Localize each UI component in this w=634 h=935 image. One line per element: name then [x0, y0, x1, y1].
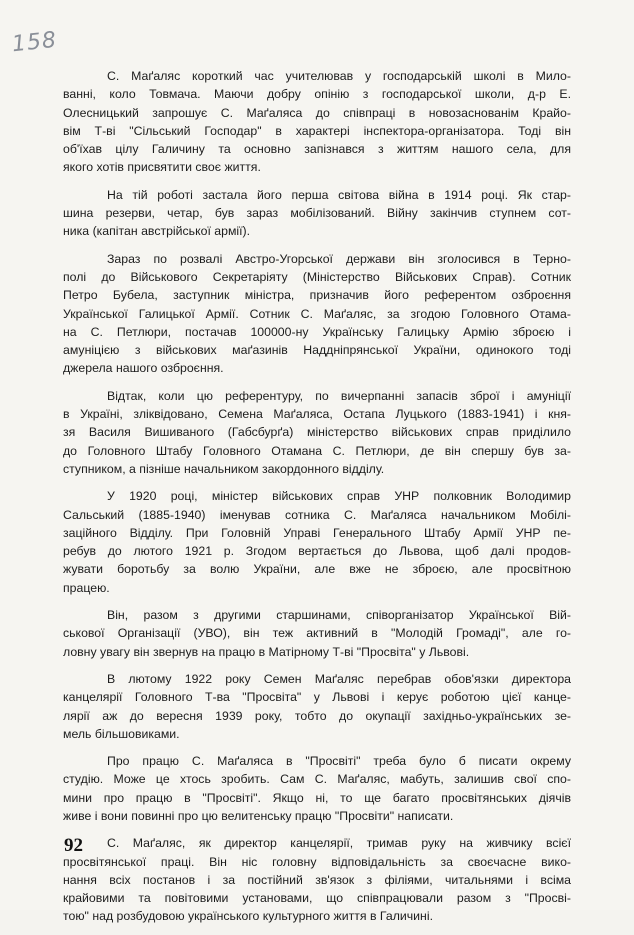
- text-line: ловну увагу він звернув на працю в Матірному Т-ві "Просвіта" у Львові.: [63, 644, 470, 659]
- text-line: вім Т-ві "Сільський Господар" в характері інспектора-організатора. Тоді він: [63, 123, 571, 138]
- text-line: крайовими та повітовими установами, що співпрацювали разом з "Просві-: [63, 891, 571, 906]
- text-line: в Україні, зліквідовано, Семена Маґаляса, Остапа Луцького (1883-1941) і кня-: [63, 407, 571, 422]
- text-line: якого хотів присвятити своє життя.: [63, 160, 261, 175]
- text-line: Олесницький запрошує С. Маґаляса до співпраці в новозаснованім Крайо-: [63, 105, 571, 120]
- paragraph: [63, 487, 571, 597]
- text-line: Про працю С. Маґаляса в "Просвіті" треба було б писати окрему: [107, 754, 571, 769]
- paragraph: [63, 606, 571, 661]
- text-line: Петро Бубела, заступник міністра, призначив його референтом озброєння: [63, 288, 571, 303]
- page-number: 92: [64, 835, 83, 856]
- text-line: зя Василя Вишиваного (Габсбурґа) міністерство військових справ приділило: [63, 425, 571, 440]
- paragraph: [63, 670, 571, 743]
- text-line: живе і вони повинні про цю велитенську працю "Просвіти" написати.: [63, 808, 454, 823]
- text-line: ванні, коло Товмача. Маючи добру опінію з господарської школи, д-р Е.: [63, 87, 571, 102]
- text-line: Сальський (1885-1940) іменував сотника С. Маґаляса начальником Мобілі-: [63, 507, 571, 522]
- text-line: полі до Військового Секретаріяту (Міністерство Військових Справ). Сотник: [63, 269, 571, 284]
- text-line: студію. Може це хтось зробить. Сам С. Маґаляс, мабуть, залишив свої спо-: [63, 772, 571, 787]
- text-line: лярії аж до вересня 1939 року, тобто до окупації західньо-українських зе-: [63, 708, 571, 723]
- paragraph: [63, 387, 571, 478]
- text-line: Він, разом з другими старшинами, співорганізатор Української Вій-: [107, 608, 571, 623]
- text-line: тою" над розбудовою українського культурного життя в Галичині.: [63, 909, 433, 924]
- text-line: мель більшовиками.: [63, 726, 180, 741]
- text-line: об'їхав цілу Галичину та основно запізнався з життям нашого села, для: [63, 142, 571, 157]
- article-body: [63, 67, 571, 935]
- text-line: шина резерви, четар, був зараз мобілізований. Війну закінчив ступнем сот-: [63, 206, 571, 221]
- text-line: канцелярії Головного Т-ва "Просвіта" у Львові і керує роботою цієї канце-: [63, 690, 571, 705]
- text-line: В лютому 1922 року Семен Маґаляс перебрав обов'язки директора: [107, 671, 571, 686]
- text-line: нання всіх постанов і за постійний зв'язок з філіями, читальнями і всіма: [63, 872, 571, 887]
- text-line: просвітянської праці. Він ніс головну відповідальність за своєчасне вико-: [63, 854, 571, 869]
- text-line: Зараз по розвалі Австро-Угорської держави він зголосився в Терно-: [107, 251, 571, 266]
- text-line: Української Галицької Армії. Сотник С. Маґаляс, за згодою Головного Отама-: [63, 306, 571, 321]
- text-line: джерела нашого озброєння.: [63, 361, 224, 376]
- text-line: У 1920 році, міністер військових справ УНР полковник Володимир: [107, 489, 571, 504]
- text-line: ськової Організації (УВО), він теж активний в "Молодій Громаді", але го-: [63, 626, 571, 641]
- text-line: заційного Відділу. При Головній Управі Генерального Штабу Армії УНР пе-: [63, 525, 571, 540]
- text-line: ступником, а пізніше начальником закордонного відділу.: [63, 461, 385, 476]
- paragraph: [63, 67, 571, 177]
- text-line: працею.: [63, 580, 110, 595]
- paragraph: [63, 186, 571, 241]
- text-line: С. Маґаляс, як директор канцелярії, тримав руку на живчику всієї: [107, 836, 571, 851]
- text-line: ребув до лютого 1921 р. Згодом вертається до Львова, щоб далі продов-: [63, 544, 571, 559]
- text-line: мини про працю в "Просвіті". Якщо ні, то ще багато просвітянських діячів: [63, 790, 571, 805]
- text-line: до Головного Штабу Головного Отамана С. Петлюри, де він спершу був за-: [63, 443, 571, 458]
- text-line: С. Маґаляс короткий час учителював у господарській школі в Мило-: [107, 69, 571, 83]
- paragraph: [63, 752, 571, 825]
- text-line: Відтак, коли цю референтуру, по вичерпанні запасів зброї і амуніції: [107, 388, 571, 403]
- text-line: На тій роботі застала його перша світова війна в 1914 році. Як стар-: [107, 187, 571, 202]
- handwritten-page-note: 158: [10, 27, 59, 58]
- text-line: ника (капітан австрійської армії).: [63, 224, 251, 239]
- paragraph: [63, 250, 571, 378]
- text-line: жувати боротьбу за волю України, але вже не зброєю, але просвітною: [63, 562, 571, 577]
- text-line: на С. Петлюри, постачав 100000-ну Українську Галицьку Армію зброєю і: [63, 324, 571, 339]
- paragraph: [63, 834, 571, 925]
- text-line: амуніцією з військових маґазинів Наддніпрянської України, одинокого тоді: [63, 343, 571, 358]
